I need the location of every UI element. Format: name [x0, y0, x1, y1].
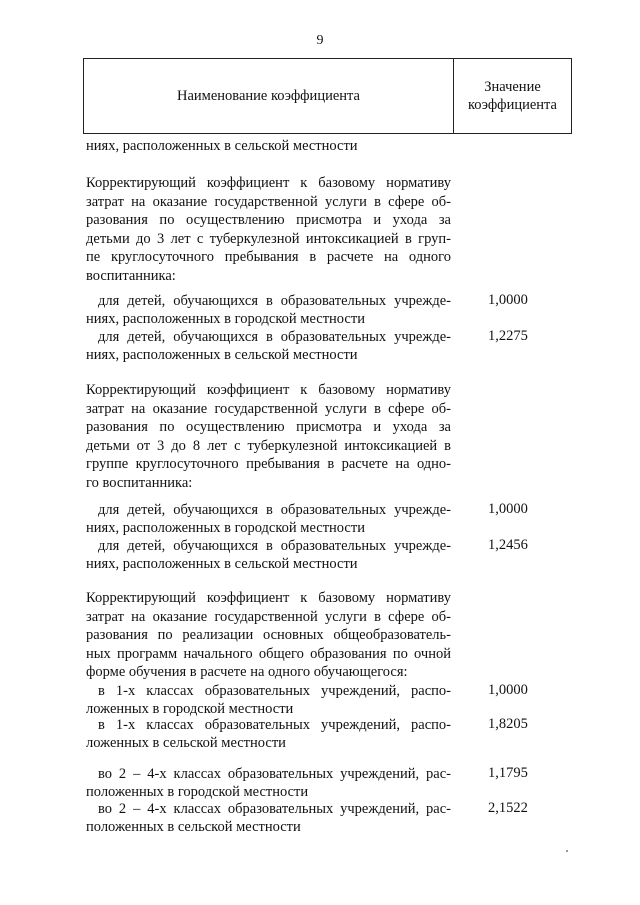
item-line-1: для детей, обучающихся в образовательных учрежде-	[98, 293, 451, 309]
paragraph-line: воспитанника:	[86, 267, 176, 284]
paragraph-line: разования по реализации основных общеобразователь-	[86, 627, 451, 643]
coefficient-value: 1,0000	[488, 292, 528, 308]
item-line-2: ложенных в городской местности	[86, 701, 294, 717]
table-header	[83, 58, 572, 134]
paragraph-line: затрат на оказание государственной услуги в сфере об-	[86, 608, 451, 625]
page-number: 9	[316, 33, 324, 48]
item-line-1: в 1-х классах образовательных учреждений, распо-	[98, 683, 451, 699]
item-line-2: ниях, расположенных в сельской местности	[86, 347, 358, 363]
continuation-line: ниях, расположенных в сельской местности	[86, 138, 358, 154]
coefficient-item	[86, 800, 451, 836]
header-value-label-2: коэффициента	[467, 97, 557, 113]
scan-speck	[566, 850, 568, 852]
item-line-1: во 2 – 4-х классах образовательных учреждений, рас-	[98, 766, 451, 782]
paragraph-line: детьми до 3 лет с туберкулезной интоксикацией в груп-	[86, 230, 451, 247]
item-line-1: в 1-х классах образовательных учреждений, распо-	[98, 717, 451, 733]
item-line-2: ниях, расположенных в городской местности	[86, 311, 365, 327]
paragraph-line: пе круглосуточного пребывания в расчете на одного	[86, 249, 451, 265]
coefficient-value: 1,2275	[488, 328, 528, 344]
item-line-2: ниях, расположенных в сельской местности	[86, 556, 358, 572]
coefficient-value: 1,0000	[488, 682, 528, 698]
paragraph-line: разования по осуществлению присмотра и ухода за	[86, 419, 451, 435]
coefficient-item	[86, 682, 451, 718]
paragraph-line: ных программ начального общего образования по очной	[86, 645, 451, 662]
paragraph-line: детьми от 3 до 8 лет с туберкулезной интоксикацией в	[86, 437, 451, 454]
item-line-1: для детей, обучающихся в образовательных учрежде-	[98, 502, 451, 518]
paragraph-line: группе круглосуточного пребывания в расчете на одно-	[86, 456, 451, 472]
item-line-2: ложенных в сельской местности	[86, 735, 286, 751]
coefficient-item	[86, 716, 451, 752]
section-1-paragraph	[86, 174, 451, 285]
coefficient-value: 1,8205	[488, 716, 528, 732]
item-line-1: во 2 – 4-х классах образовательных учреждений, рас-	[98, 801, 451, 817]
paragraph-line: затрат на оказание государственной услуги в сфере об-	[86, 400, 451, 417]
coefficient-item	[86, 765, 451, 801]
continuation-text	[86, 137, 451, 156]
coefficient-item	[86, 328, 451, 364]
section-2-paragraph	[86, 381, 451, 492]
header-name-column	[84, 59, 454, 133]
item-line-2: ниях, расположенных в городской местности	[86, 520, 365, 536]
paragraph-line: го воспитанника:	[86, 474, 193, 491]
coefficient-item	[86, 537, 451, 573]
paragraph-line: Корректирующий коэффициент к базовому нормативу	[86, 382, 451, 398]
item-line-2: положенных в сельской местности	[86, 819, 301, 835]
coefficient-value: 2,1522	[488, 800, 528, 816]
coefficient-value: 1,2456	[488, 537, 528, 553]
paragraph-line: Корректирующий коэффициент к базовому нормативу	[86, 175, 451, 191]
coefficient-value: 1,0000	[488, 501, 528, 517]
paragraph-line: разования по осуществлению присмотра и ухода за	[86, 212, 451, 228]
item-line-2: положенных в городской местности	[86, 784, 309, 800]
paragraph-line: Корректирующий коэффициент к базовому нормативу	[86, 590, 451, 606]
header-value-column	[454, 59, 571, 133]
paragraph-line: форме обучения в расчете на одного обучающегося:	[86, 664, 408, 680]
paragraph-line: затрат на оказание государственной услуги в сфере об-	[86, 193, 451, 210]
coefficient-item	[86, 292, 451, 328]
section-3-paragraph	[86, 589, 451, 682]
item-line-1: для детей, обучающихся в образовательных учрежде-	[98, 329, 451, 345]
item-line-1: для детей, обучающихся в образовательных учрежде-	[98, 538, 451, 554]
coefficient-value: 1,1795	[488, 765, 528, 781]
header-name-label: Наименование коэффициента	[177, 87, 360, 104]
coefficient-item	[86, 501, 451, 537]
header-value-label-1: Значение	[484, 79, 541, 95]
